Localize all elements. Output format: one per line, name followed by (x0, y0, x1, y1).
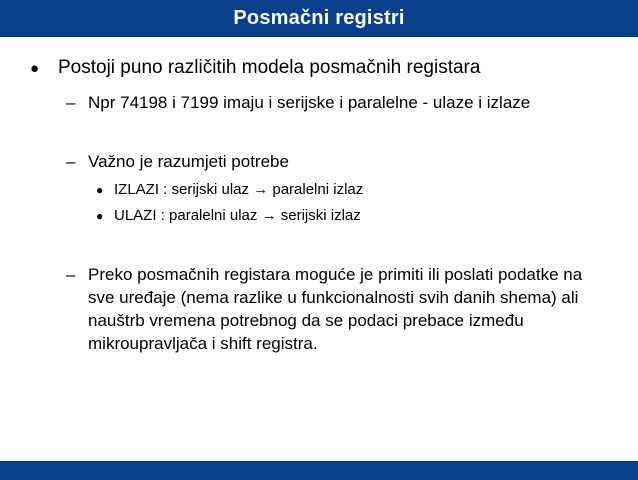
sub-list-item-text: IZLAZI : serijski ulaz → paralelni izlaz (114, 181, 364, 198)
footer-bar (0, 461, 638, 480)
sub-list-item (96, 181, 363, 198)
bullet-icon: ● (96, 183, 104, 197)
list-item (66, 263, 608, 355)
bullet-icon: ● (30, 60, 40, 77)
list-item (66, 150, 608, 173)
dash-icon: – (66, 265, 76, 284)
sub-list-item-text: ULAZI : paralelni ulaz → serijski izlaz (114, 207, 361, 224)
dash-icon: – (66, 93, 76, 112)
slide-title: Posmačni registri (233, 6, 405, 29)
main-bullet (30, 57, 480, 79)
list-item-text: Npr 74198 i 7199 imaju i serijske i paralelne - ulaze i izlaze (88, 93, 531, 112)
list-item-text: Važno je razumjeti potrebe (88, 152, 289, 171)
main-bullet-text: Postoji puno različitih modela posmačnih registara (58, 57, 481, 78)
list-item (66, 91, 608, 114)
sub-list-item (96, 207, 361, 224)
dash-icon: – (66, 152, 76, 171)
list-item-text: Preko posmačnih registara moguće je primiti ili poslati podatke na sve uređaje (nema razlike u funkcionalnosti svih danih shema) ali nauštrb vremena potrebnog da se podaci prebace između mikroupravljača i shift registra. (88, 265, 583, 353)
bullet-icon: ● (96, 209, 104, 223)
